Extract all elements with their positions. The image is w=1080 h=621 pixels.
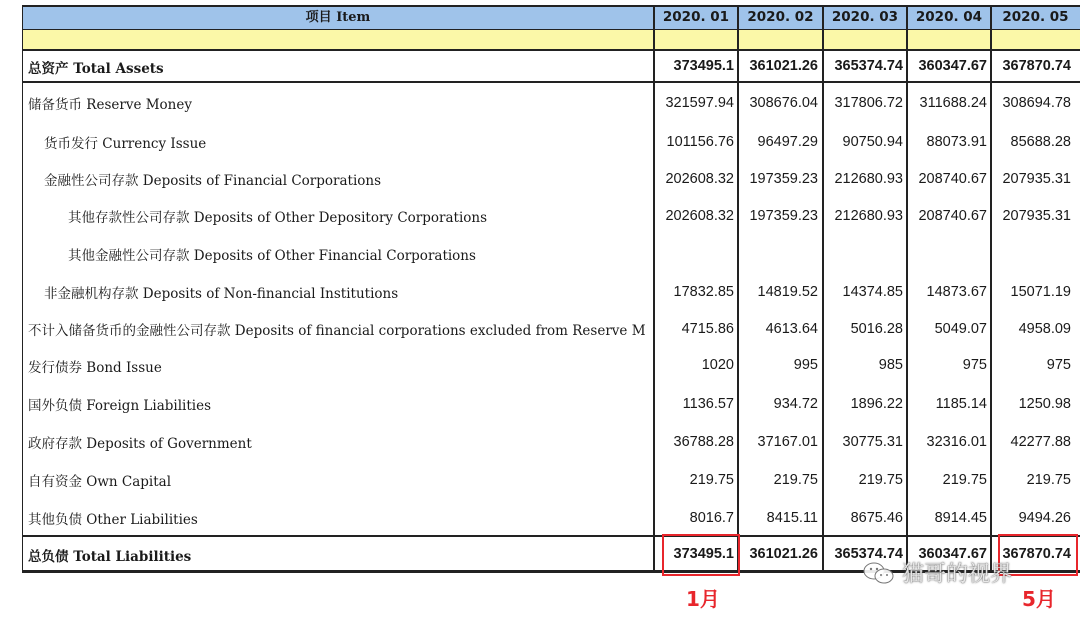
cell: 219.75	[942, 472, 987, 488]
header-item: 项目 Item	[305, 10, 371, 25]
cell: 9494.26	[1018, 510, 1071, 526]
cell: 30775.31	[842, 434, 903, 450]
cell: 207935.31	[1002, 171, 1071, 187]
cell: 197359.23	[749, 171, 818, 187]
row-label-currency-issue: 货币发行 Currency Issue	[44, 136, 207, 152]
cell: 1136.57	[682, 396, 734, 412]
cell: 36788.28	[673, 434, 734, 450]
row-label-other-liabilities: 其他负债 Other Liabilities	[28, 512, 198, 528]
cell: 8016.7	[689, 510, 734, 526]
cell: 202608.32	[665, 208, 734, 224]
cell: 1250.98	[1018, 396, 1071, 412]
rule-before-liabilities	[22, 535, 1080, 537]
cell: 373495.1	[673, 546, 734, 562]
cell: 361021.26	[749, 546, 818, 562]
cell: 15071.19	[1010, 284, 1071, 300]
cell: 208740.67	[918, 171, 987, 187]
cell: 4958.09	[1018, 321, 1071, 337]
cell: 101156.76	[666, 134, 734, 150]
row-label-deposits-excluded-reserve: 不计入储备货币的金融性公司存款 Deposits of financial corporations excluded from Reserve M	[28, 323, 646, 339]
header-month-1: 2020. 01	[662, 9, 730, 25]
yellow-band	[22, 29, 1080, 49]
cell: 208740.67	[918, 208, 987, 224]
cell: 995	[793, 357, 818, 373]
row-label-own-capital: 自有资金 Own Capital	[28, 474, 172, 490]
cell: 367870.74	[1002, 58, 1071, 74]
cell: 308694.78	[1002, 95, 1071, 111]
cell: 311688.24	[919, 95, 987, 111]
row-label-foreign-liabilities: 国外负债 Foreign Liabilities	[28, 398, 212, 414]
cell: 14873.67	[926, 284, 987, 300]
row-label-reserve-money: 储备货币 Reserve Money	[28, 97, 192, 113]
cell: 4613.64	[765, 321, 818, 337]
cell: 8675.46	[850, 510, 903, 526]
cell: 212680.93	[834, 171, 903, 187]
cell: 365374.74	[834, 546, 903, 562]
jan-annotation-label: 1月	[686, 587, 720, 611]
cell: 219.75	[689, 472, 734, 488]
cell: 360347.67	[918, 546, 987, 562]
cell: 975	[1046, 357, 1071, 373]
cell: 367870.74	[1002, 546, 1071, 562]
cell: 207935.31	[1002, 208, 1071, 224]
cell: 985	[878, 357, 903, 373]
cell: 96497.29	[757, 134, 818, 150]
header-month-4: 2020. 04	[915, 9, 983, 25]
cell: 361021.26	[749, 58, 818, 74]
header-month-2: 2020. 02	[747, 9, 814, 25]
cell: 321597.94	[665, 95, 734, 111]
cell: 8415.11	[766, 510, 818, 526]
cell: 37167.01	[757, 434, 818, 450]
header-month-5: 2020. 05	[1002, 9, 1069, 25]
may-annotation-label: 5月	[1022, 587, 1056, 611]
cell: 219.75	[773, 472, 818, 488]
cell: 212680.93	[834, 208, 903, 224]
wechat-icon	[862, 561, 896, 585]
cell: 85688.28	[1010, 134, 1071, 150]
cell: 373495.1	[673, 58, 734, 74]
cell: 197359.23	[749, 208, 818, 224]
cell: 4715.86	[681, 321, 734, 337]
header-month-3: 2020. 03	[831, 9, 899, 25]
cell: 32316.01	[926, 434, 987, 450]
cell: 365374.74	[834, 58, 903, 74]
rule-top	[22, 5, 1080, 7]
cell: 975	[962, 357, 987, 373]
cell: 1020	[701, 357, 734, 373]
cell: 14819.52	[757, 284, 818, 300]
row-label-total-liabilities: 总负债 Total Liabilities	[28, 549, 192, 565]
cell: 8914.45	[934, 510, 987, 526]
rule-after-assets	[22, 81, 1080, 83]
row-label-deposits-financial-corporations: 金融性公司存款 Deposits of Financial Corporations	[44, 173, 382, 189]
cell: 17832.85	[673, 284, 734, 300]
row-label-bond-issue: 发行债券 Bond Issue	[28, 360, 162, 376]
cell: 360347.67	[918, 58, 987, 74]
rule-band-bottom	[22, 49, 1080, 51]
cell: 42277.88	[1010, 434, 1071, 450]
row-label-deposits-government: 政府存款 Deposits of Government	[28, 436, 252, 452]
row-label-deposits-other-financial: 其他金融性公司存款 Deposits of Other Financial Corporations	[68, 248, 476, 264]
jan-highlight-box	[662, 534, 740, 576]
cell: 202608.32	[665, 171, 734, 187]
cell: 1896.22	[850, 396, 903, 412]
cell: 219.75	[1026, 472, 1071, 488]
cell: 934.72	[773, 396, 818, 412]
row-label-deposits-other-depository: 其他存款性公司存款 Deposits of Other Depository Corporations	[68, 210, 488, 226]
rule-left	[22, 5, 23, 573]
row-label-total-assets: 总资产 Total Assets	[28, 61, 164, 77]
cell: 88073.91	[926, 134, 987, 150]
rule-header-bottom	[22, 29, 1080, 30]
cell: 14374.85	[842, 284, 903, 300]
cell: 5016.28	[850, 321, 903, 337]
cell: 1185.14	[935, 396, 987, 412]
cell: 5049.07	[934, 321, 987, 337]
cell: 90750.94	[842, 134, 903, 150]
cell: 308676.04	[749, 95, 818, 111]
cell: 317806.72	[834, 95, 903, 111]
row-label-deposits-non-financial: 非金融机构存款 Deposits of Non-financial Institutions	[44, 286, 399, 302]
watermark-text: 猫哥的视界	[902, 562, 1013, 587]
cell: 219.75	[858, 472, 903, 488]
